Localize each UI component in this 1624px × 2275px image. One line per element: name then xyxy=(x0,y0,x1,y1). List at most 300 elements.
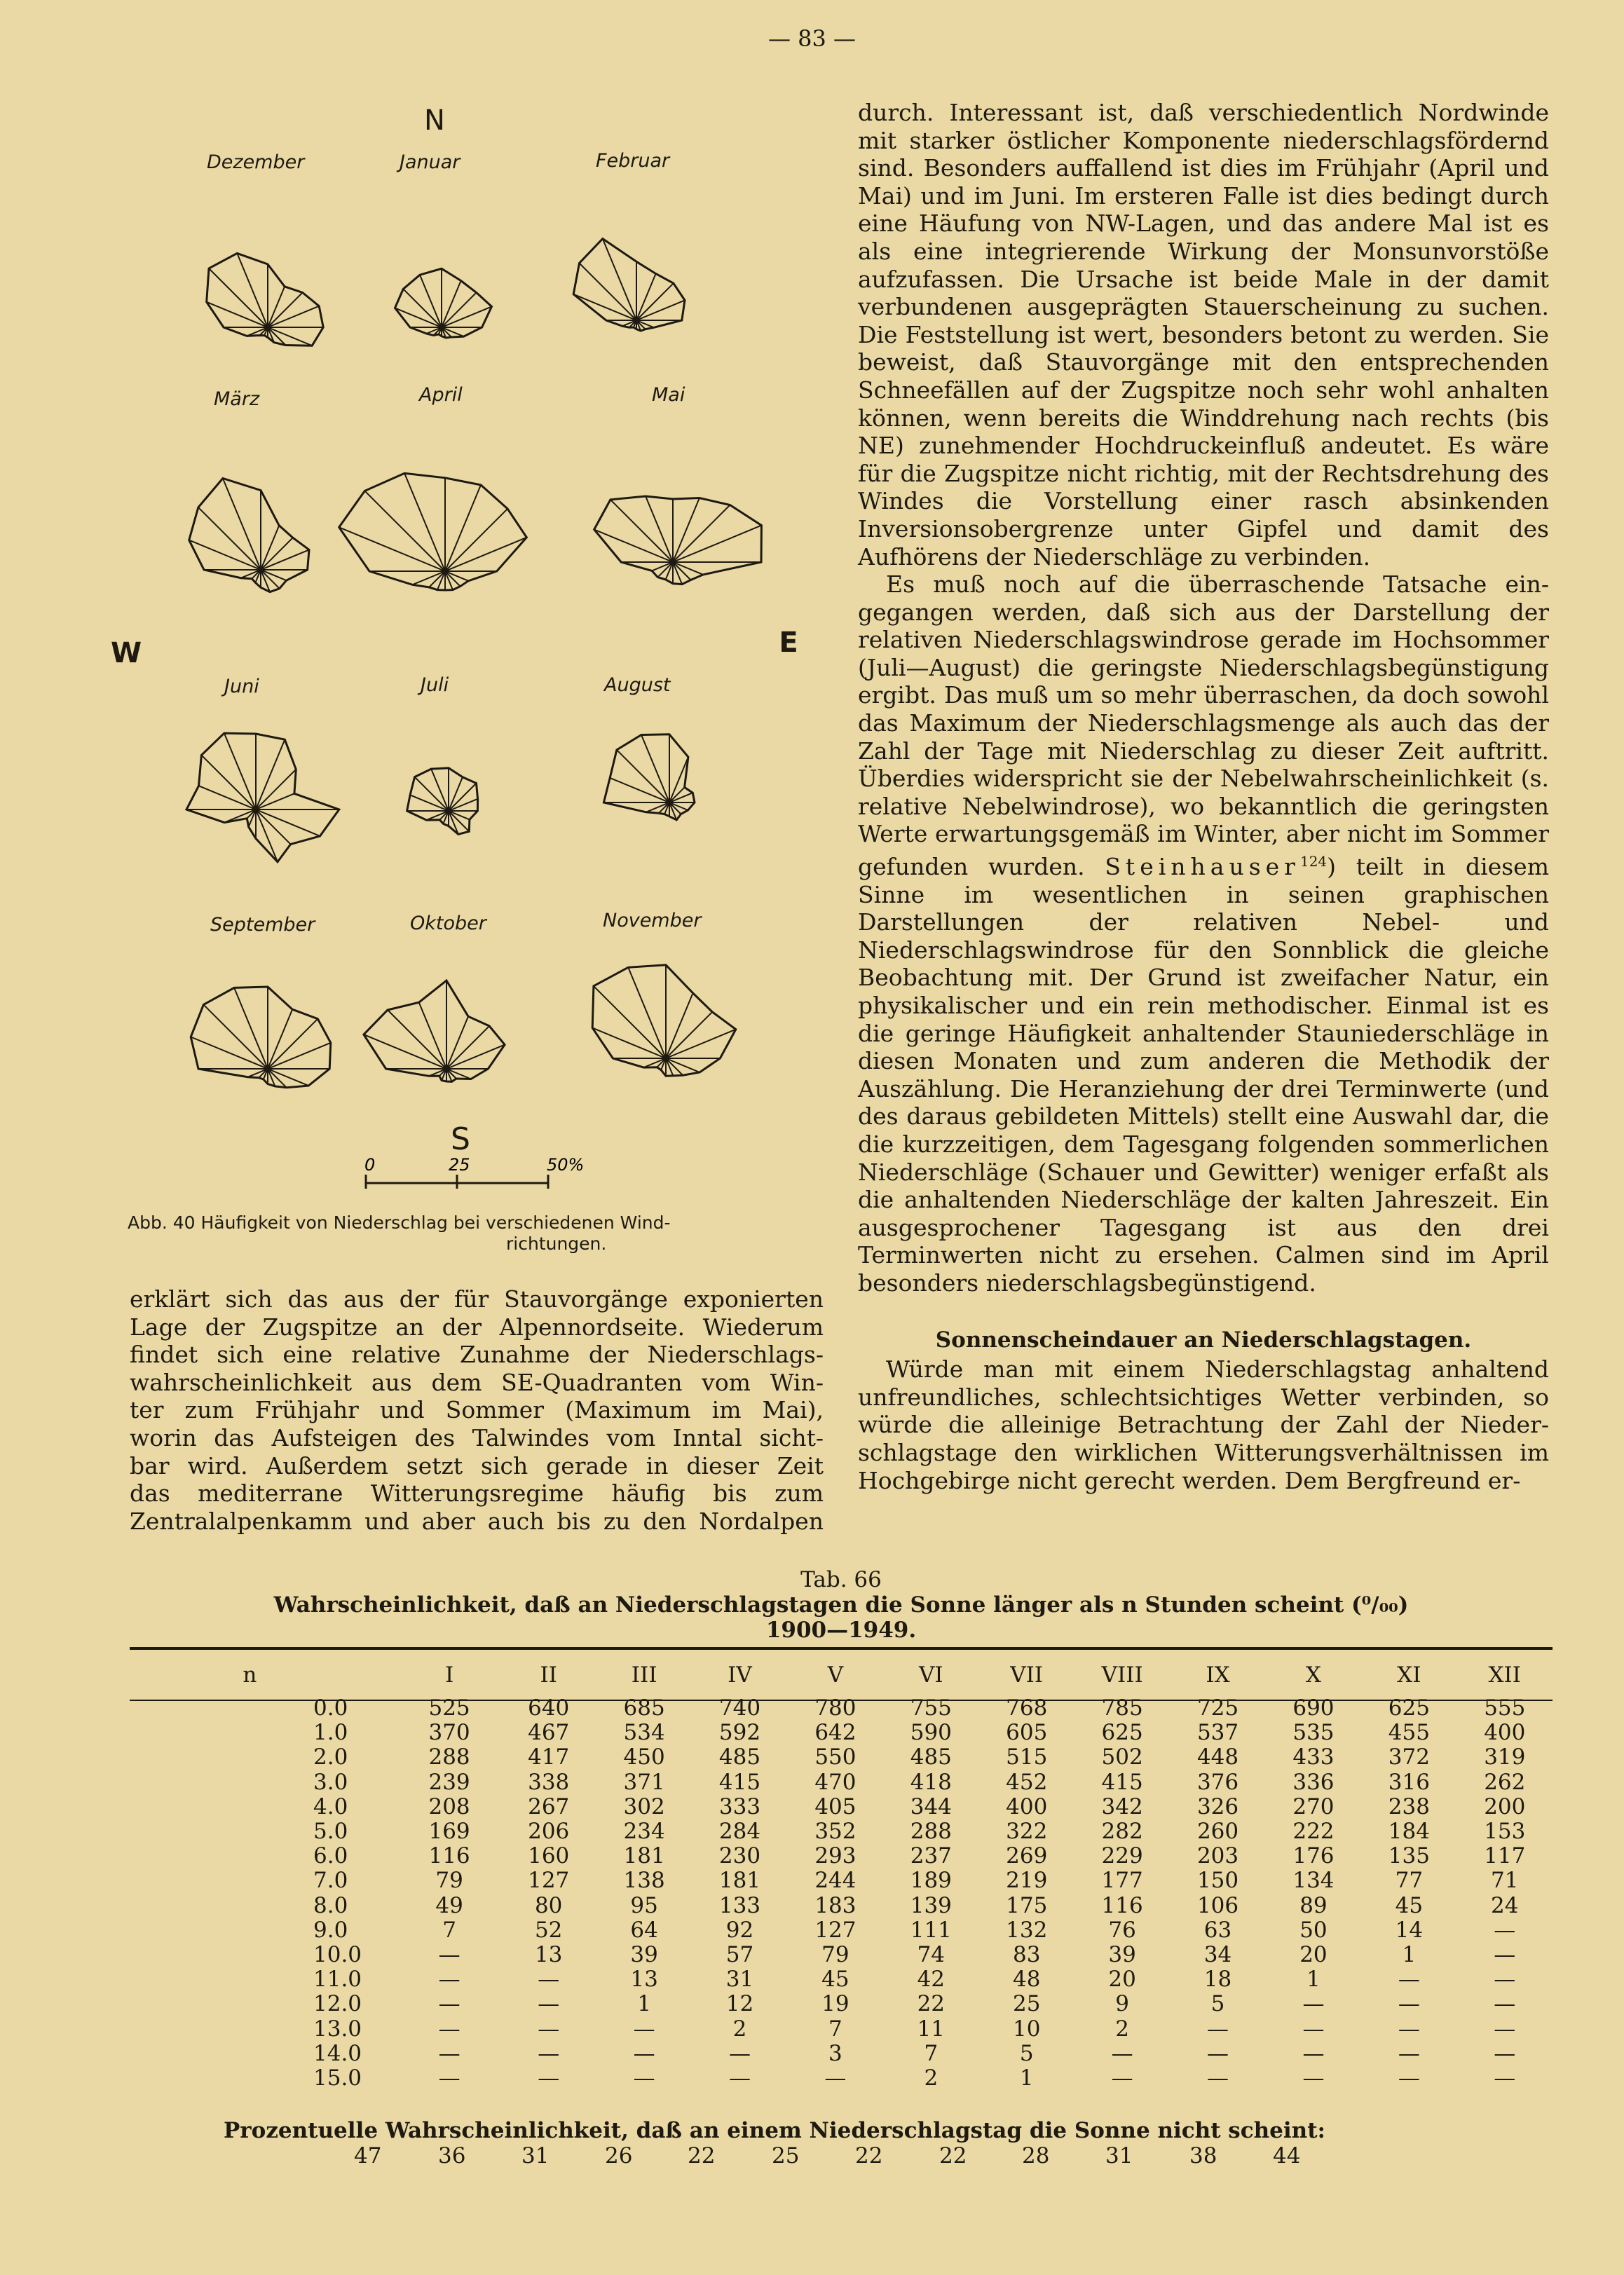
table-cell: 1 xyxy=(1019,2065,1034,2091)
table-cell: 535 xyxy=(1292,1720,1335,1746)
table-row xyxy=(130,1745,1553,1770)
footer-value: 25 xyxy=(772,2143,800,2168)
table-cell: 74 xyxy=(917,1942,946,1968)
table-cell: — xyxy=(538,2040,560,2066)
table-cell: 372 xyxy=(1388,1744,1430,1770)
data-table xyxy=(130,1654,1553,2091)
table-cell: 181 xyxy=(623,1843,665,1869)
table-cell: 31 xyxy=(725,1967,754,1993)
table-cell: — xyxy=(538,2065,560,2091)
table-cell: 45 xyxy=(1395,1892,1424,1918)
table-cell: 590 xyxy=(910,1720,952,1746)
table-cell: 269 xyxy=(1006,1843,1048,1869)
table-cell: — xyxy=(1494,1967,1516,1993)
table-row-label: 10.0 xyxy=(313,1942,362,1968)
footer-value: 22 xyxy=(939,2143,967,2168)
compass-east-label: E xyxy=(779,627,798,659)
table-cell: — xyxy=(438,2040,460,2066)
table-cell: 229 xyxy=(1101,1843,1143,1869)
table-row xyxy=(130,2017,1553,2042)
table-row-label: 13.0 xyxy=(313,2016,362,2042)
table-cell: 537 xyxy=(1196,1720,1239,1746)
rose-spoke xyxy=(610,500,673,562)
footer-value: 28 xyxy=(1022,2143,1050,2168)
table-cell: — xyxy=(438,2016,460,2042)
footer-value: 31 xyxy=(1105,2143,1133,2168)
table-cell: 111 xyxy=(910,1917,952,1943)
rose-spoke xyxy=(268,1019,318,1069)
table-cell: 785 xyxy=(1101,1695,1143,1721)
author-name: Steinhauser xyxy=(1105,853,1300,881)
table-cell: 322 xyxy=(1006,1819,1048,1845)
table-header-cell: V xyxy=(827,1662,844,1688)
table-row-label: 14.0 xyxy=(313,2040,362,2066)
rose-spoke xyxy=(617,750,669,802)
rose-spoke xyxy=(201,755,256,809)
table-cell: 13 xyxy=(534,1942,563,1968)
table-cell: 230 xyxy=(718,1843,761,1869)
table-row xyxy=(130,1721,1553,1745)
table-cell: 150 xyxy=(1196,1868,1239,1894)
paragraph-3: Würde man mit einem Niederschlagstag anhaltend unfreundliches, schlechtsichtiges Wetter verbinden, so würde die alleinige Betrachtung der Zahl der Niederschlagstage den wirklichen Witterungsverhältnissen im Hochgebirge nicht gerecht werden. Dem Bergfreund er- xyxy=(858,1355,1549,1494)
table-cell: — xyxy=(1494,1991,1516,2017)
rose-spoke xyxy=(657,562,673,578)
table-cell: 405 xyxy=(814,1794,857,1819)
table-header-cell: IV xyxy=(728,1662,752,1688)
table-cell: 18 xyxy=(1203,1967,1232,1993)
table-cell: 45 xyxy=(821,1967,849,1993)
table-row xyxy=(130,2042,1553,2066)
table-cell: 415 xyxy=(718,1769,761,1795)
figure-caption xyxy=(128,1212,828,1255)
table-cell: 470 xyxy=(814,1769,857,1795)
wind-rose-september xyxy=(191,914,331,1088)
wind-rose-figure xyxy=(105,98,827,1191)
table-cell: 417 xyxy=(528,1744,570,1770)
table-cell: 52 xyxy=(534,1917,563,1943)
table-cell: — xyxy=(438,2065,460,2091)
table-header-cell: II xyxy=(540,1662,557,1688)
table-cell: 352 xyxy=(814,1819,857,1845)
table-caption xyxy=(130,1567,1553,1643)
footer-value: 26 xyxy=(605,2143,633,2168)
rose-outline xyxy=(207,253,324,346)
caption-text-2: richtungen. xyxy=(506,1234,607,1254)
table-cell: 219 xyxy=(1006,1868,1048,1894)
table-cell: — xyxy=(538,1967,560,1993)
table-cell: 183 xyxy=(814,1892,857,1918)
table-cell: 127 xyxy=(814,1917,857,1943)
table-cell: 534 xyxy=(623,1720,665,1746)
table-header-cell: XII xyxy=(1488,1662,1522,1688)
table-cell: 127 xyxy=(528,1868,570,1894)
rose-spoke xyxy=(268,292,303,327)
table-row xyxy=(130,1770,1553,1795)
table-cell: 448 xyxy=(1196,1744,1239,1770)
wind-rose-november xyxy=(592,910,736,1076)
table-row-label: 11.0 xyxy=(313,1967,362,1993)
rose-month-label: Februar xyxy=(596,150,670,172)
table-cell: 342 xyxy=(1101,1794,1143,1819)
table-cell: 139 xyxy=(910,1892,952,1918)
table-cell: 71 xyxy=(1491,1868,1519,1894)
scale-label-50: 50% xyxy=(547,1155,585,1175)
paragraph-2-text-a: Es muß noch auf die überraschende Tatsache eingegangen werden, daß sich aus der Darstellung der relativen Niederschlagswindrose gerade im Hochsommer (Juli—August) die geringste Niederschlagsbegünstigung ergibt. Das muß um so mehr überraschen, da doch sowohl das Maximum der Niederschlagsmenge als auch das der Zahl der Tage mit Niederschlag zu dieser Zeit auftritt. Überdies widerspricht sie der Nebelwahrscheinlichkeit (s. relative Nebelwindrose), wo bekanntlich die geringsten Werte erwartungsgemäß im Winter, aber nicht im Sommer gefunden wurden. xyxy=(858,571,1549,881)
left-column-line: wahrscheinlichkeit aus dem SE-Quadranten vom Win- xyxy=(130,1368,824,1396)
rose-spoke xyxy=(442,292,477,327)
table-cell: — xyxy=(633,2040,655,2066)
table-cell: — xyxy=(438,1991,460,2017)
caption-label: Abb. 40 xyxy=(128,1212,196,1233)
table-cell: 625 xyxy=(1101,1720,1143,1746)
rose-spoke xyxy=(388,1010,446,1069)
table-cell: 2 xyxy=(924,2065,939,2091)
rose-outline xyxy=(186,733,339,862)
table-cell: 326 xyxy=(1196,1794,1239,1819)
table-cell: 525 xyxy=(428,1695,470,1721)
table-cell: 371 xyxy=(623,1769,665,1795)
table-cell: 10 xyxy=(1012,2016,1041,2042)
table-cell: 169 xyxy=(428,1819,470,1845)
rose-month-label: März xyxy=(214,388,260,410)
paragraph-2-text-b: ) teilt in diesem Sinne im wesentlichen in seinen graphischen Darstellungen der relativen Nebel- und Niederschlagswindrose für den Sonnblick die gleiche Beobachtung mit. Der Grund ist zweifacher Natur, ein physikalischer und ein rein methodischer. Einmal ist es die geringe Häufigkeit anhaltender Stauniederschläge in diesen Monaten und zum anderen die Methodik der Auszählung. Die Heranziehung der drei Terminwerte (und des daraus gebildeten Mittels) stellt eine Auswahl dar, die die kurzzeitigen, dem Tagesgang folgenden sommerlichen Niederschläge (Schauer und Gewitter) weniger erfaßt als die anhaltenden Niederschläge der kalten Jahreszeit. Ein ausgesprochener Tagesgang ist aus den drei Terminwerten nicht zu ersehen. Calmen sind im April besonders niederschlagsbegünstigend. xyxy=(858,853,1550,1297)
table-cell: 14 xyxy=(1395,1917,1424,1943)
table-cell: — xyxy=(1494,2040,1516,2066)
table-row-label: 8.0 xyxy=(313,1892,348,1918)
table-cell: 293 xyxy=(814,1843,857,1869)
table-row-label: 6.0 xyxy=(313,1843,348,1869)
table-66 xyxy=(130,1654,1553,2091)
right-column-text xyxy=(858,99,1549,1494)
paragraph-2 xyxy=(858,571,1549,1297)
wind-rose-mai xyxy=(594,384,762,585)
table-cell: 134 xyxy=(1292,1868,1335,1894)
table-cell: 780 xyxy=(814,1695,857,1721)
table-cell: 502 xyxy=(1101,1744,1143,1770)
table-cell: 239 xyxy=(428,1769,470,1795)
table-cell: 50 xyxy=(1299,1917,1328,1943)
table-row xyxy=(130,1868,1553,1893)
table-cell: 550 xyxy=(814,1744,857,1770)
footer-value: 38 xyxy=(1189,2143,1217,2168)
table-cell: 592 xyxy=(718,1720,761,1746)
table-cell: 642 xyxy=(814,1720,857,1746)
table-cell: 433 xyxy=(1292,1744,1335,1770)
table-cell: 222 xyxy=(1292,1819,1335,1845)
rose-month-label: September xyxy=(210,914,315,936)
table-cell: 415 xyxy=(1101,1769,1143,1795)
table-row-label: 0.0 xyxy=(313,1695,348,1721)
table-cell: 3 xyxy=(828,2040,842,2066)
table-cell: 690 xyxy=(1292,1695,1335,1721)
table-cell: — xyxy=(1207,2065,1229,2091)
table-cell: 7 xyxy=(924,2040,939,2066)
table-cell: 181 xyxy=(718,1868,761,1894)
footer-value: 47 xyxy=(354,2143,382,2168)
table-cell: 57 xyxy=(725,1942,754,1968)
table-cell: 370 xyxy=(428,1720,470,1746)
scale-label-0: 0 xyxy=(364,1155,376,1175)
rose-spoke xyxy=(636,283,674,320)
footer-value: 31 xyxy=(521,2143,550,2168)
table-cell: 138 xyxy=(623,1868,665,1894)
table-cell: — xyxy=(1302,2016,1325,2042)
table-cell: 42 xyxy=(917,1967,946,1993)
table-cell: 200 xyxy=(1484,1794,1526,1819)
table-cell: 515 xyxy=(1006,1744,1048,1770)
rose-spoke xyxy=(445,571,460,587)
table-cell: — xyxy=(1494,2065,1516,2091)
table-cell: 288 xyxy=(428,1744,470,1770)
rose-month-label: Juli xyxy=(421,674,449,696)
table-cell: — xyxy=(1302,2065,1325,2091)
table-cell: 48 xyxy=(1012,1967,1041,1993)
table-cell: 485 xyxy=(718,1744,761,1770)
rose-spoke xyxy=(256,809,291,845)
table-cell: — xyxy=(1398,2016,1420,2042)
table-cell: — xyxy=(1398,2040,1420,2066)
table-header-cell: n xyxy=(243,1662,257,1688)
table-cell: 1 xyxy=(637,1991,651,2017)
table-cell: 418 xyxy=(910,1769,952,1795)
wind-rose-märz xyxy=(189,388,309,592)
table-cell: 79 xyxy=(821,1942,849,1968)
table-cell: 39 xyxy=(1108,1942,1136,1968)
table-cell: 2 xyxy=(1115,2016,1129,2042)
table-cell: 116 xyxy=(428,1843,470,1869)
table-cell: — xyxy=(438,1942,460,1968)
table-header-cell: VII xyxy=(1010,1662,1044,1688)
rose-spoke xyxy=(446,1026,489,1069)
table-cell: — xyxy=(1302,2040,1325,2066)
table-cell: 455 xyxy=(1388,1720,1430,1746)
rose-month-label: Juni xyxy=(224,676,259,697)
table-cell: 153 xyxy=(1484,1819,1526,1845)
table-cell: 467 xyxy=(528,1720,570,1746)
table-cell: 160 xyxy=(528,1843,570,1869)
table-row xyxy=(130,1992,1553,2016)
rose-spoke xyxy=(673,505,730,563)
table-cell: 625 xyxy=(1388,1695,1430,1721)
paragraph-1: durch. Interessant ist, daß verschiedentlich Nordwinde mit starker östlicher Komponente niederschlagsfördernd sind. Besonders auffallend ist dies im Frühjahr (April und Mai) und im Juni. Im ersteren Falle ist dies bedingt durch eine Häufung von NW-Lagen, und das andere Mal ist es als eine integrierende Wirkung der Monsunvorstöße aufzufassen. Die Ursache ist beide Male in der damit verbundenen ausgeprägten Stauerscheinung zu suchen. Die Feststellung ist wert, besonders betont zu werden. Sie beweist, daß Stauvorgänge mit den entsprechenden Schneefällen auf der Zugspitze noch sehr wohl anhalten können, wenn bereits die Winddrehung nach rechts (bis NE) zunehmender Hochdruckeinfluß andeutet. Es wäre für die Zugspitze nicht richtig, mit der Rechtsdrehung des Windes die Vorstellung einer rasch absinkenden Inversionsobergrenze unter Gipfel und damit des Aufhörens der Niederschläge zu verbinden. xyxy=(858,99,1549,571)
table-row xyxy=(130,1844,1553,1868)
left-column-line: Zentralalpenkamm und aber auch bis zu den Nordalpen xyxy=(130,1507,824,1535)
table-cell: 176 xyxy=(1292,1843,1335,1869)
table-cell: 5 xyxy=(1210,1991,1225,2017)
table-row xyxy=(130,2066,1553,2091)
table-row xyxy=(130,1967,1553,1992)
table-cell: 400 xyxy=(1006,1794,1048,1819)
table-header-cell: IX xyxy=(1206,1662,1230,1688)
table-cell: — xyxy=(1111,2040,1133,2066)
rose-spoke xyxy=(403,289,442,327)
table-cell: 95 xyxy=(630,1892,658,1918)
table-row-label: 15.0 xyxy=(313,2065,362,2091)
rose-spoke xyxy=(580,264,637,321)
table-cell: — xyxy=(438,1967,460,1993)
table-cell: — xyxy=(1111,2065,1133,2091)
table-cell: 89 xyxy=(1299,1892,1328,1918)
table-cell: 338 xyxy=(528,1769,570,1795)
left-column-line: findet sich eine relative Zunahme der Niederschlags- xyxy=(130,1341,824,1369)
footer-label: Prozentuelle Wahrscheinlichkeit, daß an einem Niederschlagstag die Sonne nicht scheint: xyxy=(224,2118,1325,2143)
table-cell: 262 xyxy=(1484,1769,1526,1795)
table-cell: 63 xyxy=(1203,1917,1232,1943)
table-cell: 77 xyxy=(1395,1868,1424,1894)
table-cell: 133 xyxy=(718,1892,761,1918)
table-cell: — xyxy=(538,2016,560,2042)
rose-spoke xyxy=(666,1012,712,1058)
left-column-line: worin das Aufsteigen des Talwindes vom Inntal sicht- xyxy=(130,1423,824,1451)
rose-month-label: Oktober xyxy=(410,913,486,934)
table-cell: 20 xyxy=(1299,1942,1328,1968)
table-cell: — xyxy=(538,1991,560,2017)
table-cell: — xyxy=(1207,2016,1229,2042)
table-row-label: 12.0 xyxy=(313,1991,362,2017)
table-row-label: 7.0 xyxy=(313,1868,348,1894)
footnote-ref: 124 xyxy=(1299,853,1328,870)
rose-spoke xyxy=(261,570,280,589)
compass-south-label: S xyxy=(451,1121,470,1157)
rose-spoke xyxy=(673,562,691,580)
table-cell: 319 xyxy=(1484,1744,1526,1770)
table-rule-top xyxy=(130,1647,1553,1650)
table-cell: 83 xyxy=(1012,1942,1041,1968)
table-cell: 203 xyxy=(1196,1843,1239,1869)
table-cell: 5 xyxy=(1019,2040,1034,2066)
table-cell: 288 xyxy=(910,1819,952,1845)
table-cell: 267 xyxy=(528,1794,570,1819)
footer-value: 22 xyxy=(688,2143,716,2168)
table-cell: — xyxy=(729,2040,751,2066)
table-header-cell: XI xyxy=(1397,1662,1421,1688)
rose-month-label: August xyxy=(604,674,671,696)
table-row xyxy=(130,1696,1553,1721)
wind-rose-chart xyxy=(105,98,827,1191)
table-row-label: 4.0 xyxy=(313,1794,348,1819)
table-header-cell: I xyxy=(444,1662,454,1688)
rose-spoke xyxy=(415,777,449,811)
table-cell: 177 xyxy=(1101,1868,1143,1894)
table-cell: 260 xyxy=(1196,1819,1239,1845)
table-cell: 302 xyxy=(623,1794,665,1819)
table-years: 1900—1949. xyxy=(765,1618,917,1643)
table-cell: — xyxy=(1398,1991,1420,2017)
table-cell: 270 xyxy=(1292,1794,1335,1819)
left-column-line: ter zum Frühjahr und Sommer (Maximum im Mai), xyxy=(130,1396,824,1424)
footer-values xyxy=(130,2143,1553,2171)
table-row xyxy=(130,1894,1553,1918)
table-cell: 184 xyxy=(1388,1819,1430,1845)
table-row xyxy=(130,1795,1553,1819)
rose-outline xyxy=(407,768,478,835)
table-cell: 9 xyxy=(1115,1991,1129,2017)
table-cell: 605 xyxy=(1006,1720,1048,1746)
table-cell: 79 xyxy=(435,1868,463,1894)
wind-rose-januar xyxy=(395,151,492,338)
table-cell: 7 xyxy=(828,2016,842,2042)
wind-rose-juni xyxy=(186,676,339,862)
table-footer xyxy=(130,2118,1553,2171)
table-cell: — xyxy=(1494,2016,1516,2042)
rose-spoke xyxy=(198,507,261,570)
table-cell: 685 xyxy=(623,1695,665,1721)
footer-value: 36 xyxy=(438,2143,466,2168)
table-cell: 640 xyxy=(528,1695,570,1721)
table-cell: 344 xyxy=(910,1794,952,1819)
compass-west-label: W xyxy=(110,637,142,669)
table-cell: 740 xyxy=(718,1695,761,1721)
table-cell: — xyxy=(633,2016,655,2042)
table-row xyxy=(130,1918,1553,1943)
table-header-cell: VI xyxy=(918,1662,943,1688)
table-row-label: 1.0 xyxy=(313,1720,348,1746)
table-cell: 135 xyxy=(1388,1843,1430,1869)
table-cell: 76 xyxy=(1108,1917,1136,1943)
table-cell: 80 xyxy=(534,1892,563,1918)
rose-month-label: November xyxy=(603,910,702,931)
rose-spoke xyxy=(666,1058,683,1075)
rose-month-label: Mai xyxy=(652,384,685,406)
table-cell: — xyxy=(1494,1917,1516,1943)
table-cell: 2 xyxy=(732,2016,747,2042)
rose-spoke xyxy=(364,491,445,571)
table-cell: — xyxy=(1398,2065,1420,2091)
table-cell: 450 xyxy=(623,1744,665,1770)
table-cell: 92 xyxy=(725,1917,754,1943)
table-title: Wahrscheinlichkeit, daß an Niederschlagstagen die Sonne länger als n Stunden scheint (⁰/₀₀) xyxy=(273,1592,1409,1618)
table-cell: 116 xyxy=(1101,1892,1143,1918)
table-cell: 1 xyxy=(1306,1967,1321,1993)
rose-spoke xyxy=(445,509,507,571)
compass-north-label: N xyxy=(424,104,445,137)
table-cell: 13 xyxy=(630,1967,658,1993)
table-cell: 755 xyxy=(910,1695,952,1721)
wind-rose-februar xyxy=(573,150,685,331)
table-cell: — xyxy=(1207,2040,1229,2066)
table-row-label: 2.0 xyxy=(313,1744,348,1770)
table-cell: — xyxy=(729,2065,751,2091)
wind-rose-april xyxy=(339,384,527,590)
table-cell: 452 xyxy=(1006,1769,1048,1795)
table-cell: 11 xyxy=(917,2016,946,2042)
table-cell: — xyxy=(1398,1967,1420,1993)
left-column-line: das mediterrane Witterungsregime häufig bis zum xyxy=(130,1480,824,1508)
table-row-label: 5.0 xyxy=(313,1819,348,1845)
table-cell: 284 xyxy=(718,1819,761,1845)
table-cell: 400 xyxy=(1484,1720,1526,1746)
table-cell: 7 xyxy=(442,1917,456,1943)
section-heading: Sonnenscheindauer an Niederschlagstagen. xyxy=(935,1327,1472,1353)
table-row-label: 3.0 xyxy=(313,1769,348,1795)
table-cell: 234 xyxy=(623,1819,665,1845)
table-cell: 237 xyxy=(910,1843,952,1869)
table-cell: 25 xyxy=(1012,1991,1041,2017)
scale-label-25: 25 xyxy=(449,1155,470,1175)
wind-rose-dezember xyxy=(207,151,324,346)
table-cell: — xyxy=(633,2065,655,2091)
caption-text: Häufigkeit von Niederschlag bei verschiedenen Wind- xyxy=(200,1212,671,1233)
table-cell: 106 xyxy=(1196,1892,1239,1918)
table-header-cell: III xyxy=(631,1662,657,1688)
rose-spoke xyxy=(203,1004,268,1069)
table-cell: 333 xyxy=(718,1794,761,1819)
rose-outline xyxy=(339,473,527,590)
left-column-line: bar wird. Außerdem setzt sich gerade in dieser Zeit xyxy=(130,1451,824,1480)
table-cell: 34 xyxy=(1203,1942,1232,1968)
table-cell: 206 xyxy=(528,1819,570,1845)
table-cell: — xyxy=(1494,1942,1516,1968)
